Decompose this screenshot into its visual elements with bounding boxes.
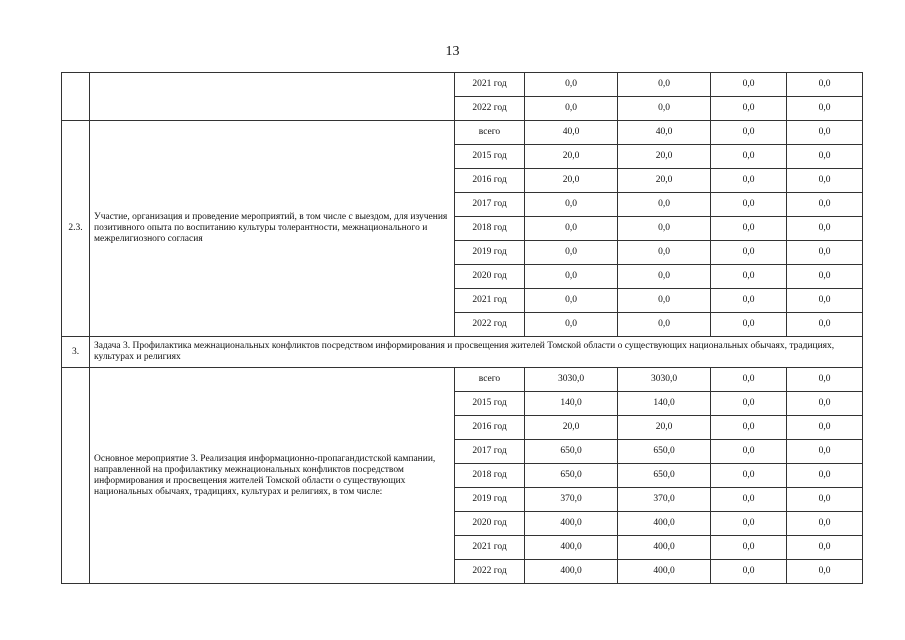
value-cell-2: 0,0 [618,73,711,97]
value-cell-2: 0,0 [618,313,711,337]
value-cell-1: 0,0 [525,193,618,217]
value-cell-3: 0,0 [711,313,787,337]
task-text: Задача 3. Профилактика межнациональных конфликтов посредством информирования и просвещения жителей Томской области о существующих национальных обычаях, традициях, культурах и религиях [90,337,863,368]
year-cell: 2018 год [455,464,525,488]
value-cell-2: 20,0 [618,169,711,193]
year-cell: 2022 год [455,560,525,584]
year-cell: 2022 год [455,97,525,121]
value-cell-2: 40,0 [618,121,711,145]
value-cell-2: 0,0 [618,241,711,265]
value-cell-3: 0,0 [711,416,787,440]
value-cell-4: 0,0 [787,97,863,121]
value-cell-2: 370,0 [618,488,711,512]
table-row [62,73,863,97]
year-cell: 2016 год [455,169,525,193]
value-cell-3: 0,0 [711,265,787,289]
value-cell-3: 0,0 [711,97,787,121]
value-cell-1: 20,0 [525,416,618,440]
value-cell-1: 0,0 [525,217,618,241]
value-cell-4: 0,0 [787,73,863,97]
value-cell-3: 0,0 [711,241,787,265]
value-cell-4: 0,0 [787,440,863,464]
value-cell-1: 0,0 [525,313,618,337]
value-cell-4: 0,0 [787,464,863,488]
value-cell-1: 20,0 [525,145,618,169]
year-cell: 2019 год [455,241,525,265]
year-cell: 2021 год [455,536,525,560]
value-cell-4: 0,0 [787,512,863,536]
value-cell-3: 0,0 [711,289,787,313]
value-cell-3: 0,0 [711,169,787,193]
value-cell-3: 0,0 [711,217,787,241]
value-cell-1: 400,0 [525,512,618,536]
year-cell: 2016 год [455,416,525,440]
value-cell-1: 400,0 [525,536,618,560]
value-cell-2: 0,0 [618,193,711,217]
value-cell-2: 650,0 [618,440,711,464]
value-cell-4: 0,0 [787,169,863,193]
row-number: 2.3. [62,121,90,337]
value-cell-2: 20,0 [618,416,711,440]
task-number: 3. [62,337,90,368]
year-cell: 2021 год [455,289,525,313]
table-row [62,368,863,392]
value-cell-2: 0,0 [618,265,711,289]
page-number: 13 [445,44,460,59]
value-cell-1: 650,0 [525,440,618,464]
value-cell-1: 0,0 [525,241,618,265]
value-cell-3: 0,0 [711,488,787,512]
budget-table [61,72,863,584]
value-cell-4: 0,0 [787,289,863,313]
value-cell-2: 650,0 [618,464,711,488]
value-cell-1: 0,0 [525,265,618,289]
value-cell-3: 0,0 [711,464,787,488]
year-cell: 2019 год [455,488,525,512]
value-cell-3: 0,0 [711,145,787,169]
row-number [62,73,90,121]
year-cell: 2022 год [455,313,525,337]
value-cell-3: 0,0 [711,193,787,217]
value-cell-3: 0,0 [711,73,787,97]
year-cell: 2015 год [455,145,525,169]
row-description [90,73,455,121]
year-cell: 2017 год [455,440,525,464]
value-cell-2: 0,0 [618,217,711,241]
task-row [62,337,863,368]
value-cell-4: 0,0 [787,313,863,337]
year-cell: 2020 год [455,512,525,536]
value-cell-4: 0,0 [787,368,863,392]
value-cell-4: 0,0 [787,217,863,241]
value-cell-4: 0,0 [787,145,863,169]
year-cell: 2018 год [455,217,525,241]
value-cell-4: 0,0 [787,536,863,560]
year-cell: 2021 год [455,73,525,97]
value-cell-3: 0,0 [711,368,787,392]
value-cell-1: 370,0 [525,488,618,512]
value-cell-3: 0,0 [711,512,787,536]
value-cell-3: 0,0 [711,536,787,560]
value-cell-4: 0,0 [787,265,863,289]
value-cell-3: 0,0 [711,121,787,145]
value-cell-1: 0,0 [525,97,618,121]
value-cell-1: 650,0 [525,464,618,488]
value-cell-1: 0,0 [525,73,618,97]
value-cell-4: 0,0 [787,392,863,416]
year-cell: 2015 год [455,392,525,416]
value-cell-4: 0,0 [787,241,863,265]
year-cell: 2017 год [455,193,525,217]
value-cell-1: 20,0 [525,169,618,193]
value-cell-2: 400,0 [618,536,711,560]
table-row [62,121,863,145]
value-cell-1: 140,0 [525,392,618,416]
value-cell-2: 400,0 [618,560,711,584]
value-cell-4: 0,0 [787,560,863,584]
year-cell: 2020 год [455,265,525,289]
value-cell-3: 0,0 [711,392,787,416]
value-cell-4: 0,0 [787,121,863,145]
table-body [62,73,863,584]
value-cell-3: 0,0 [711,560,787,584]
value-cell-4: 0,0 [787,488,863,512]
value-cell-1: 0,0 [525,289,618,313]
value-cell-1: 400,0 [525,560,618,584]
year-cell: всего [455,121,525,145]
year-cell: всего [455,368,525,392]
value-cell-2: 140,0 [618,392,711,416]
value-cell-2: 3030,0 [618,368,711,392]
row-number [62,368,90,584]
value-cell-4: 0,0 [787,193,863,217]
value-cell-1: 3030,0 [525,368,618,392]
value-cell-3: 0,0 [711,440,787,464]
value-cell-1: 40,0 [525,121,618,145]
value-cell-2: 20,0 [618,145,711,169]
row-description: Участие, организация и проведение мероприятий, в том числе с выездом, для изучения позитивного опыта по воспитанию культуры толерантности, межнационального и межрелигиозного согласия [90,121,455,337]
value-cell-2: 0,0 [618,97,711,121]
value-cell-2: 0,0 [618,289,711,313]
value-cell-2: 400,0 [618,512,711,536]
row-description: Основное мероприятие 3. Реализация информационно-пропагандистской кампании, направленной на профилактику межнациональных конфликтов посредством информирования и просвещения жителей Томской области о существующих национальных обычаях, традициях, культурах и религиях, в том числе: [90,368,455,584]
value-cell-4: 0,0 [787,416,863,440]
